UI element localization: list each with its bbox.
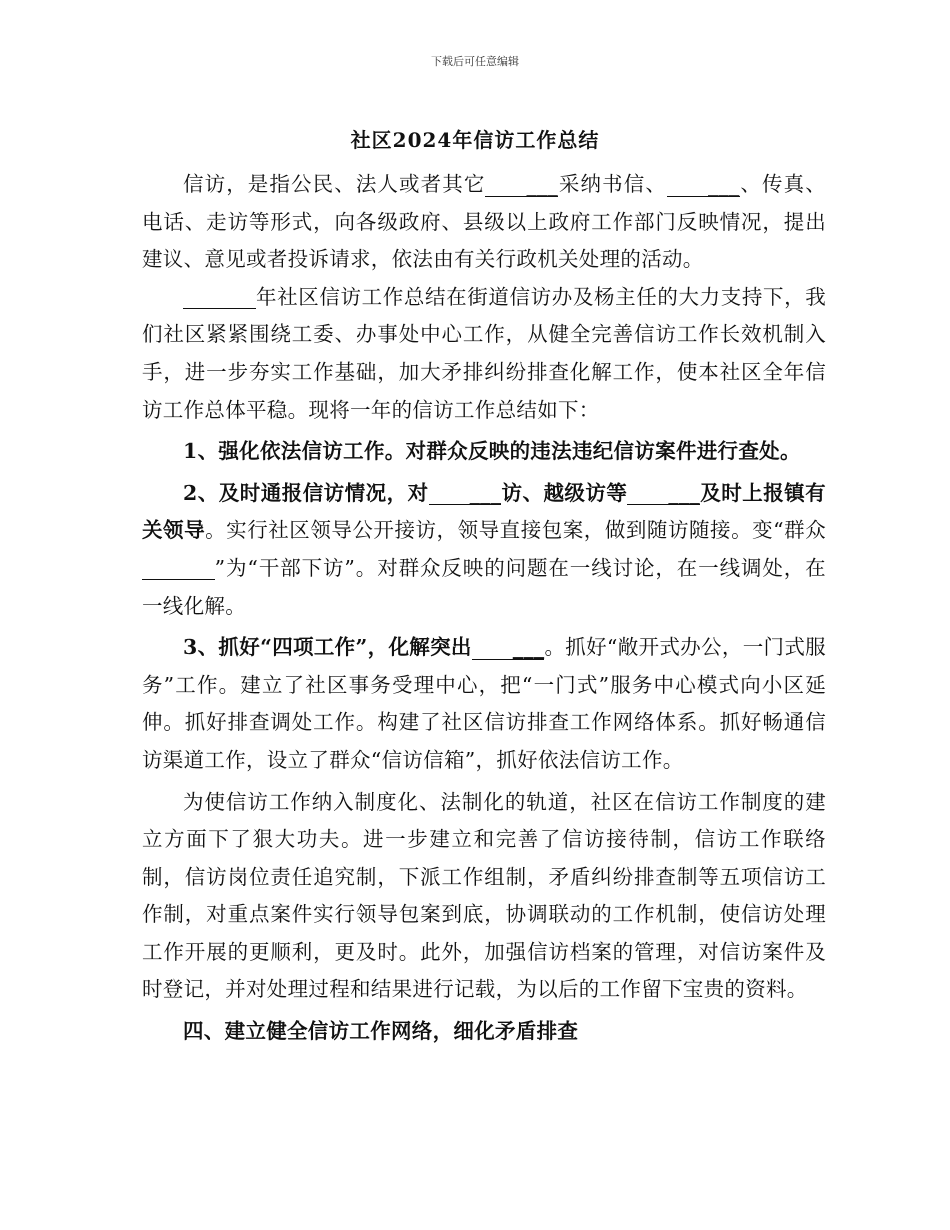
page-header: 下载后可任意编辑 (431, 55, 519, 68)
blank: ___ (667, 173, 740, 197)
document-body (142, 166, 826, 1051)
text: 为使信访工作纳入制度化、法制化的轨道，社区在信访工作制度的建立方面下了狠大功夫。进一步建立和完善了信访接待制，信访工作联络制，信访岗位责任追究制，下派工作组制，矛盾纠纷排查制等五项信访工作制，对重点案件实行领导包案到底，协调联动的工作机制，使信访处理工作开展的更顺利，更及时。此外，加强信访档案的管理，对信访案件及时登记，并对处理过程和结果进行记载，为以后的工作留下宝贵的资料。 (142, 789, 826, 1002)
document-title: 社区2024年信访工作总结 (350, 128, 600, 152)
section-3 (142, 629, 826, 779)
paragraph-intro (142, 279, 826, 429)
blank: ___ (183, 286, 256, 310)
text: 1、强化依法信访工作。对群众反映的违法违纪信访案件进行查处。 (183, 439, 801, 464)
blank: ___ (429, 482, 502, 506)
bold-text: 3、抓好“四项工作”，化解突出 (183, 635, 472, 660)
section-4-heading (142, 1013, 826, 1051)
section-2 (142, 475, 826, 625)
text: 采纳书信、 (558, 172, 667, 196)
blank: ___ (485, 173, 558, 197)
text: 、传真、电话、走访等形式，向各级政府、县级以上政府工作部门反映情况，提出建议、意见或者投诉请求，依法由有关行政机关处理的活动。 (142, 172, 827, 272)
blank: ___ (142, 557, 215, 581)
text: 。抓好“敞开式办公，一门式服务”工作。建立了社区事务受理中心，把“一门式”服务中心模式向小区延伸。抓好排查调处工作。构建了社区信访排查工作网络体系。抓好畅通信访渠道工作，设立了群众“信访信箱”，抓好依法信访工作。 (142, 635, 826, 772)
bold-text: 访、越级访等 (501, 480, 628, 505)
paragraph-system (142, 784, 826, 1010)
bold-text: 及时上报镇有关领导 (142, 480, 826, 543)
blank: ___ (627, 482, 700, 506)
text: 信访，是指公民、法人或者其它 (183, 172, 486, 196)
paragraph-definition (142, 166, 826, 279)
text: 。实行社区领导公开接访，领导直接包案，做到随访随接。变“群众 (205, 518, 826, 543)
section-1-heading (142, 433, 826, 471)
bold-text: 2、及时通报信访情况，对 (183, 480, 429, 505)
text: 四、建立健全信访工作网络，细化矛盾排查 (183, 1019, 579, 1044)
blank: ___ (472, 636, 545, 660)
text: 年社区信访工作总结在街道信访办及杨主任的大力支持下，我们社区紧紧围绕工委、办事处中心工作，从健全完善信访工作长效机制入手，进一步夯实工作基础，加大矛排纠纷排查化解工作，使本社区全年信访工作总体平稳。现将一年的信访工作总结如下： (142, 284, 826, 422)
text: ”为“干部下访”。对群众反映的问题在一线讨论，在一线调处，在一线化解。 (142, 555, 826, 618)
